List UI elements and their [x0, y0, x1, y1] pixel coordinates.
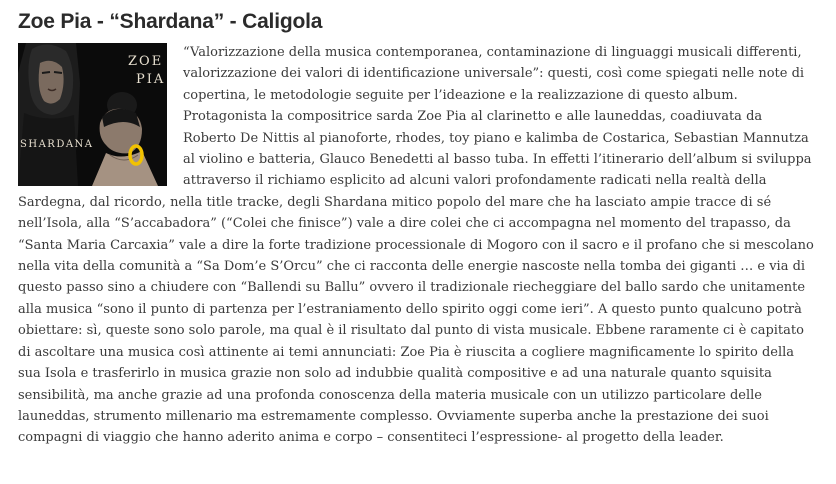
svg-text:PIA: PIA [136, 72, 166, 87]
article-body: “Valorizzazione della musica contemporanea, contaminazione di linguaggi musicali differenti, valorizzazione dei valori di identificazione universale”: questi, così come spiegati nelle note di copertina, le metodologie seguite per l’ideazione e la realizzazione di questo album. Protagonista la compositrice sarda Zoe Pia al clarinetto e alle launeddas, coadiuvata da Roberto De Nittis al pianoforte, rhodes, toy piano e kalimba de Costarica, Sebastian Mannutza al violino e batteria, Glauco Benedetti al basso tuba. In effetti l’itinerario dell’album si sviluppa attraverso il richiamo esplicito ad alcuni valori profondamente radicati nella realtà della Sardegna, dal ricordo, nella title tracke, degli Shardana mitico popolo del mare che ha lasciato ampie tracce di sé nell’Isola, alla “S’accabadora” (“Colei che finisce”) vale a dire colei che ci accompagna nel momento del trapasso, da “Santa Maria Carcaxia” vale a dire la forte tradizione processionale di Mogoro con il sacro e il profano che si mescolano nella vita della comunità a “Sa Dom’e S’Orcu” che ci racconta delle energie nascoste nella tomba dei giganti … e via di questo passo sino a chiudere con “Ballendi su Ballu” ovvero il tradizionale riecheggiare del ballo sardo che unitamente alla musica “sono il punto di partenza per l’estraniamento dello spirito oggi come ieri”. A questo punto qualcuno potrà obiettare: sì, queste sono solo parole, ma qual è il risultato dal punto di vista musicale. Ebbene raramente ci è capitato di ascoltare una musica così attinente ai temi annunciati: Zoe Pia è riuscita a cogliere magnificamente lo spirito della sua Isola e trasferirlo in musica grazie non solo ad indubbie qualità compositive e ad una naturale quanto squisita sensibilità, ma anche grazie ad una profonda conoscenza della materia musicale con un utilizzo particolare delle launeddas, strumento millenario ma estremamente complesso. Ovviamente superba anche la prestazione dei suoi compagni di viaggio che hanno aderito anima e corpo – consentiteci l’espressione- al progetto della leader. [18, 45, 814, 446]
article [18, 8, 818, 449]
album-cover-image [18, 43, 167, 186]
cover-album-text: SHARDANA [20, 139, 94, 150]
article-title[interactable]: Zoe Pia - “Shardana” - Caligola [18, 10, 323, 33]
cover-artist-text: ZOE [128, 54, 164, 69]
